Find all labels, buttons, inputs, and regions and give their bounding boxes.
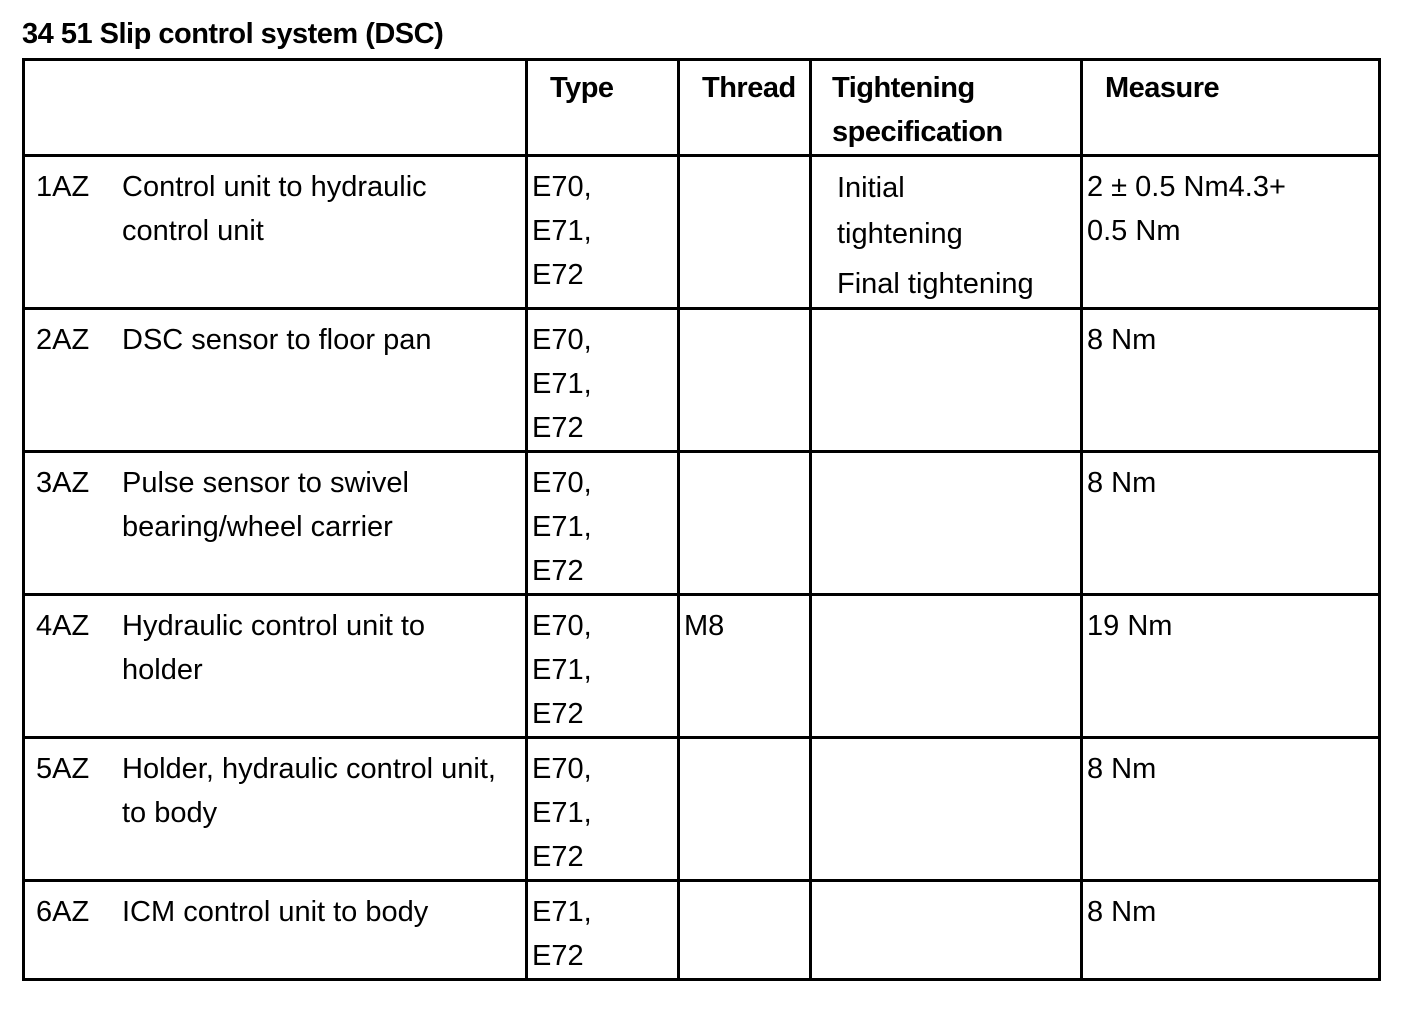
tightening-cell <box>811 452 1082 595</box>
type-value: E71, <box>532 215 592 247</box>
description-cell <box>24 309 527 452</box>
measure-value: 8 Nm <box>1087 467 1157 499</box>
measure-value: 8 Nm <box>1087 896 1157 928</box>
description-cell <box>24 595 527 738</box>
tightening-final: Final tightening <box>837 268 1034 300</box>
item-number: 4AZ <box>36 610 90 642</box>
measure-cell <box>1082 595 1380 738</box>
type-value: E71, <box>532 654 592 686</box>
table-row <box>24 452 1380 595</box>
item-description: Holder, hydraulic control unit, to body <box>122 753 496 829</box>
type-cell <box>527 452 679 595</box>
measure-cell <box>1082 881 1380 980</box>
measure-cell <box>1082 452 1380 595</box>
item-description: Pulse sensor to swivel bearing/wheel carrier <box>122 467 409 543</box>
type-cell <box>527 309 679 452</box>
type-value: E70, <box>532 324 592 356</box>
thread-cell <box>679 156 811 309</box>
type-value: E72 <box>532 555 584 587</box>
type-value: E71, <box>532 797 592 829</box>
type-value: E70, <box>532 753 592 785</box>
thread-cell <box>679 881 811 980</box>
item-number: 2AZ <box>36 324 90 356</box>
measure-value: 8 Nm <box>1087 324 1157 356</box>
type-value: E72 <box>532 841 584 873</box>
type-value: E72 <box>532 259 584 291</box>
description-cell <box>24 452 527 595</box>
type-cell <box>527 881 679 980</box>
item-description: Hydraulic control unit to holder <box>122 610 426 686</box>
thread-cell <box>679 738 811 881</box>
type-value: E71, <box>532 896 592 928</box>
type-value: E72 <box>532 412 584 444</box>
thread-cell <box>679 452 811 595</box>
item-number: 3AZ <box>36 467 90 499</box>
table-row <box>24 881 1380 980</box>
type-value: E72 <box>532 940 584 972</box>
header-thread: Thread <box>679 60 811 156</box>
header-measure: Measure <box>1082 60 1380 156</box>
table-row <box>24 738 1380 881</box>
item-description: DSC sensor to floor pan <box>122 324 432 356</box>
tightening-cell <box>811 738 1082 881</box>
header-description <box>24 60 527 156</box>
tightening-initial: Initial tightening <box>837 172 963 250</box>
measure-value: 8 Nm <box>1087 753 1157 785</box>
type-value: E71, <box>532 511 592 543</box>
tightening-cell <box>811 156 1082 309</box>
measure-value: 2 ± 0.5 Nm4.3+ 0.5 Nm <box>1087 171 1286 247</box>
table-row <box>24 156 1380 309</box>
torque-spec-table <box>22 58 1381 981</box>
measure-cell <box>1082 738 1380 881</box>
type-cell <box>527 595 679 738</box>
item-description: ICM control unit to body <box>122 896 429 928</box>
table-header-row <box>24 60 1380 156</box>
thread-cell <box>679 309 811 452</box>
type-value: E70, <box>532 467 592 499</box>
item-number: 5AZ <box>36 753 90 785</box>
tightening-cell <box>811 595 1082 738</box>
thread-cell: M8 <box>679 595 811 738</box>
tightening-cell <box>811 309 1082 452</box>
table-row <box>24 309 1380 452</box>
type-value: E70, <box>532 171 592 203</box>
type-value: E70, <box>532 610 592 642</box>
type-cell <box>527 738 679 881</box>
item-description: Control unit to hydraulic control unit <box>122 171 427 247</box>
description-cell <box>24 738 527 881</box>
tightening-cell <box>811 881 1082 980</box>
description-cell <box>24 881 527 980</box>
item-number: 6AZ <box>36 896 90 928</box>
type-cell <box>527 156 679 309</box>
description-cell <box>24 156 527 309</box>
table-row <box>24 595 1380 738</box>
header-tightening: Tightening specification <box>811 60 1082 156</box>
header-type: Type <box>527 60 679 156</box>
measure-cell <box>1082 309 1380 452</box>
type-value: E72 <box>532 698 584 730</box>
measure-value: 19 Nm <box>1087 610 1173 642</box>
type-value: E71, <box>532 368 592 400</box>
item-number: 1AZ <box>36 171 90 203</box>
page-title: 34 51 Slip control system (DSC) <box>22 18 444 50</box>
measure-cell <box>1082 156 1380 309</box>
